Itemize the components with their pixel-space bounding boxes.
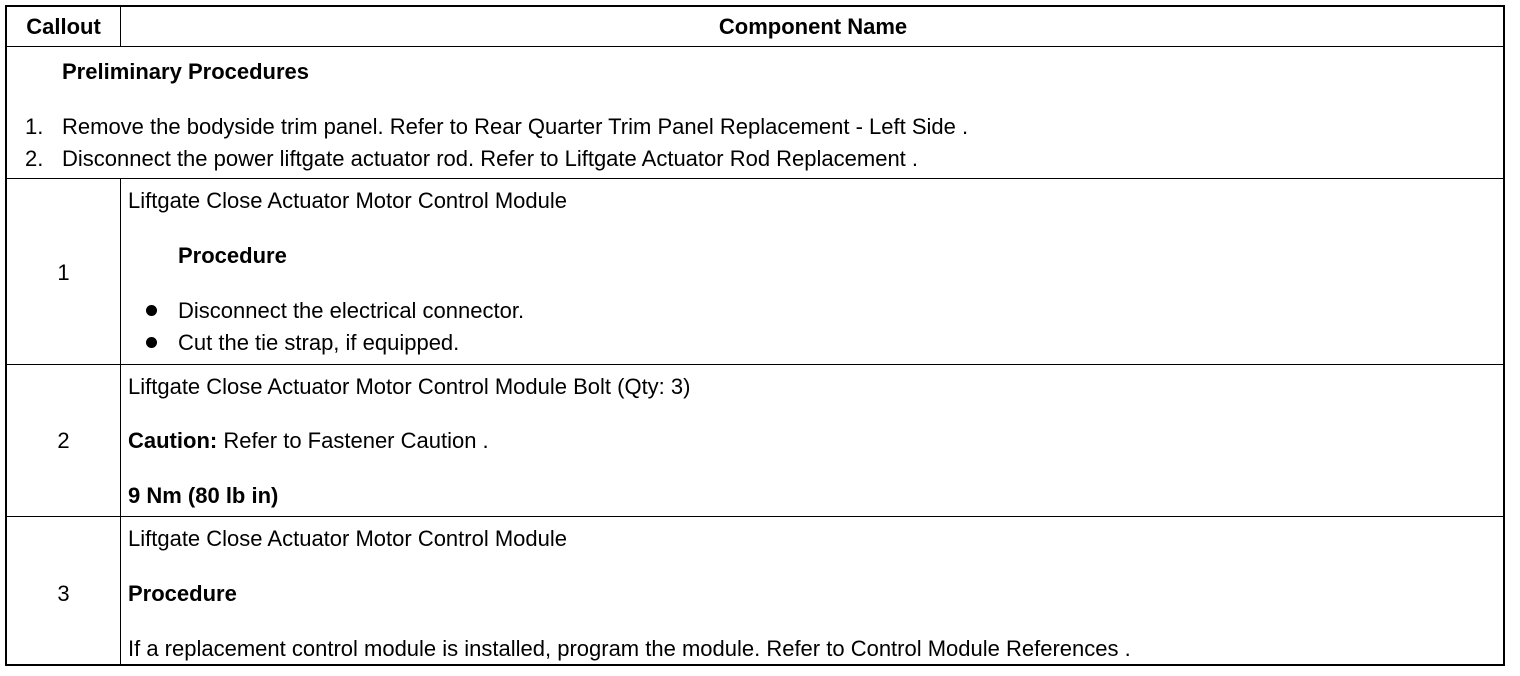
row1-divider xyxy=(7,364,1503,365)
preliminary-step-1-text: Remove the bodyside trim panel. Refer to Rear Quarter Trim Panel Replacement - Left Side . xyxy=(62,114,969,139)
row2-divider xyxy=(7,516,1503,517)
preliminary-title: Preliminary Procedures xyxy=(62,59,310,84)
row2-caution xyxy=(128,428,489,454)
preliminary-step-2-text: Disconnect the power liftgate actuator rod. Refer to Liftgate Actuator Rod Replacement . xyxy=(62,146,919,171)
header-divider xyxy=(7,46,1503,47)
row1-callout: 1 xyxy=(57,260,70,285)
row3-note: If a replacement control module is installed, program the module. Refer to Control Module References . xyxy=(128,636,1131,661)
procedure-table xyxy=(5,5,1505,666)
row2-component-name: Liftgate Close Actuator Motor Control Module Bolt (Qty: 3) xyxy=(128,374,691,399)
row2-caution-label: Caution: xyxy=(128,428,218,453)
row2-caution-text: Refer to Fastener Caution . xyxy=(217,428,489,453)
row1-bullet-1-text: Disconnect the electrical connector. xyxy=(178,298,525,323)
column-divider-rows xyxy=(120,178,121,666)
row1-bullet-1-icon xyxy=(146,305,157,316)
preliminary-step-1-number: 1. xyxy=(25,114,44,139)
row1-bullet-2-icon xyxy=(146,337,157,348)
preliminary-step-2-number: 2. xyxy=(25,146,44,171)
row1-bullet-2-text: Cut the tie strap, if equipped. xyxy=(178,330,460,355)
header-callout: Callout xyxy=(26,14,101,39)
row2-callout: 2 xyxy=(57,428,70,453)
row3-procedure-label: Procedure xyxy=(128,581,237,606)
row1-component-name: Liftgate Close Actuator Motor Control Module xyxy=(128,188,568,213)
preliminary-divider xyxy=(7,178,1503,179)
row2-torque-spec: 9 Nm (80 lb in) xyxy=(128,483,279,508)
header-component-name: Component Name xyxy=(718,14,908,39)
row1-procedure-label: Procedure xyxy=(178,243,287,268)
row3-callout: 3 xyxy=(57,581,70,606)
row3-component-name: Liftgate Close Actuator Motor Control Module xyxy=(128,526,568,551)
